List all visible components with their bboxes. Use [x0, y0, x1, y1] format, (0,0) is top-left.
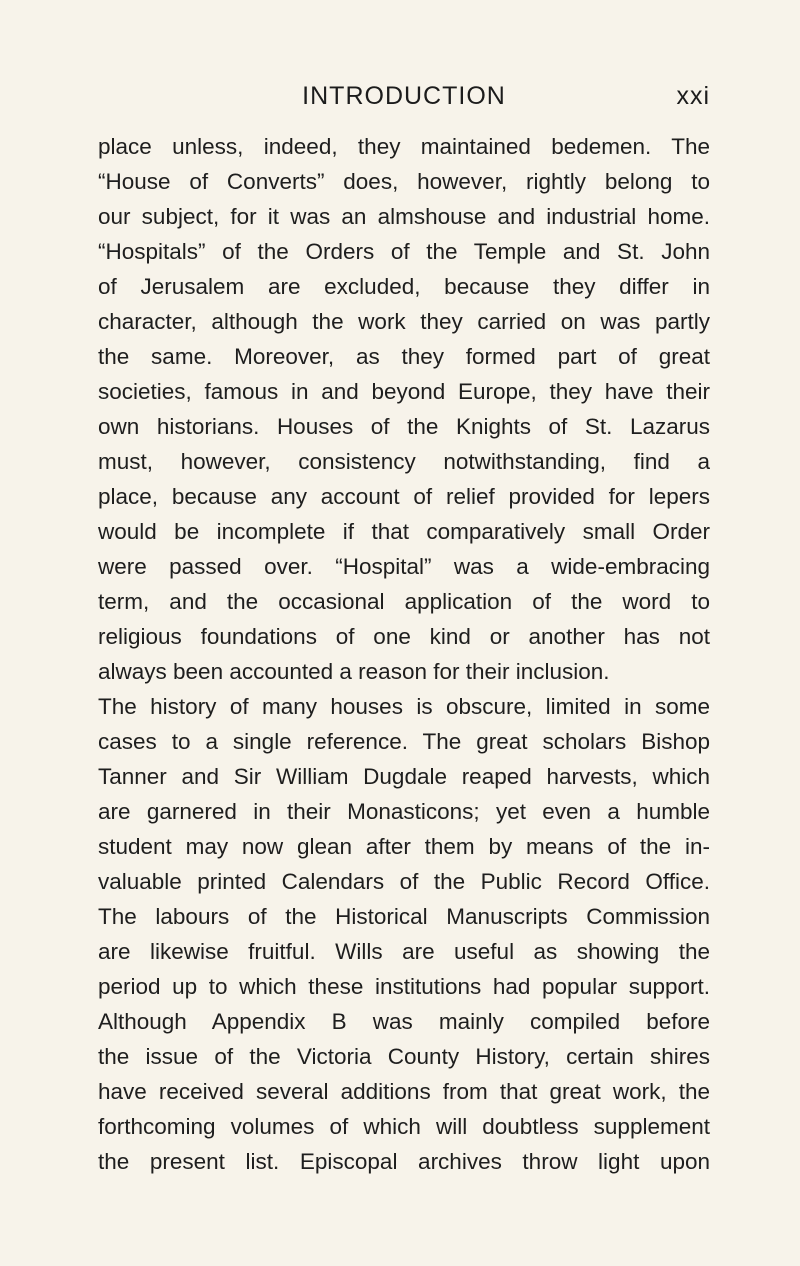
paragraph-first-line: The history of many houses is obscure, limited in some [98, 694, 710, 719]
text-line: forthcoming volumes of which will doubtless supplement [98, 1114, 710, 1139]
text-line: “Hospitals” of the Orders of the Temple and St. John [98, 239, 710, 264]
text-line: term, and the occasional application of the word to [98, 589, 710, 614]
text-line: period up to which these institutions had popular support. [98, 974, 710, 999]
text-line: place, because any account of relief provided for lepers [98, 484, 710, 509]
text-line: character, although the work they carried on was partly [98, 309, 710, 334]
text-line: own historians. Houses of the Knights of St. Lazarus [98, 414, 710, 439]
text-line: must, however, consistency notwithstanding, find a [98, 449, 710, 474]
text-line: Although Appendix B was mainly compiled before [98, 1009, 710, 1034]
text-line: Tanner and Sir William Dugdale reaped harvests, which [98, 764, 710, 789]
text-line: of Jerusalem are excluded, because they differ in [98, 274, 710, 299]
text-line: are garnered in their Monasticons; yet even a humble [98, 799, 710, 824]
paragraph-last-line: always been accounted a reason for their inclusion. [98, 659, 610, 684]
running-title: INTRODUCTION [302, 82, 506, 110]
text-line: would be incomplete if that comparatively small Order [98, 519, 710, 544]
text-line: place unless, indeed, they maintained bedemen. The [98, 134, 710, 159]
text-line: religious foundations of one kind or another has not [98, 624, 710, 649]
text-line: student may now glean after them by means of the in- [98, 834, 710, 859]
text-line: the present list. Episcopal archives throw light upon [98, 1149, 710, 1174]
text-line: are likewise fruitful. Wills are useful as showing the [98, 939, 710, 964]
text-line: societies, famous in and beyond Europe, they have their [98, 379, 710, 404]
text-line: cases to a single reference. The great scholars Bishop [98, 729, 710, 754]
body-text [98, 129, 710, 1179]
text-line: valuable printed Calendars of the Public Record Office. [98, 869, 710, 894]
text-line: our subject, for it was an almshouse and industrial home. [98, 204, 710, 229]
running-head [98, 82, 710, 118]
text-line: “House of Converts” does, however, rightly belong to [98, 169, 710, 194]
text-line: the same. Moreover, as they formed part of great [98, 344, 710, 369]
page-number: xxi [676, 82, 710, 110]
text-line: were passed over. “Hospital” was a wide-embracing [98, 554, 710, 579]
text-line: have received several additions from that great work, the [98, 1079, 710, 1104]
text-line: the issue of the Victoria County History, certain shires [98, 1044, 710, 1069]
text-line: The labours of the Historical Manuscripts Commission [98, 904, 710, 929]
